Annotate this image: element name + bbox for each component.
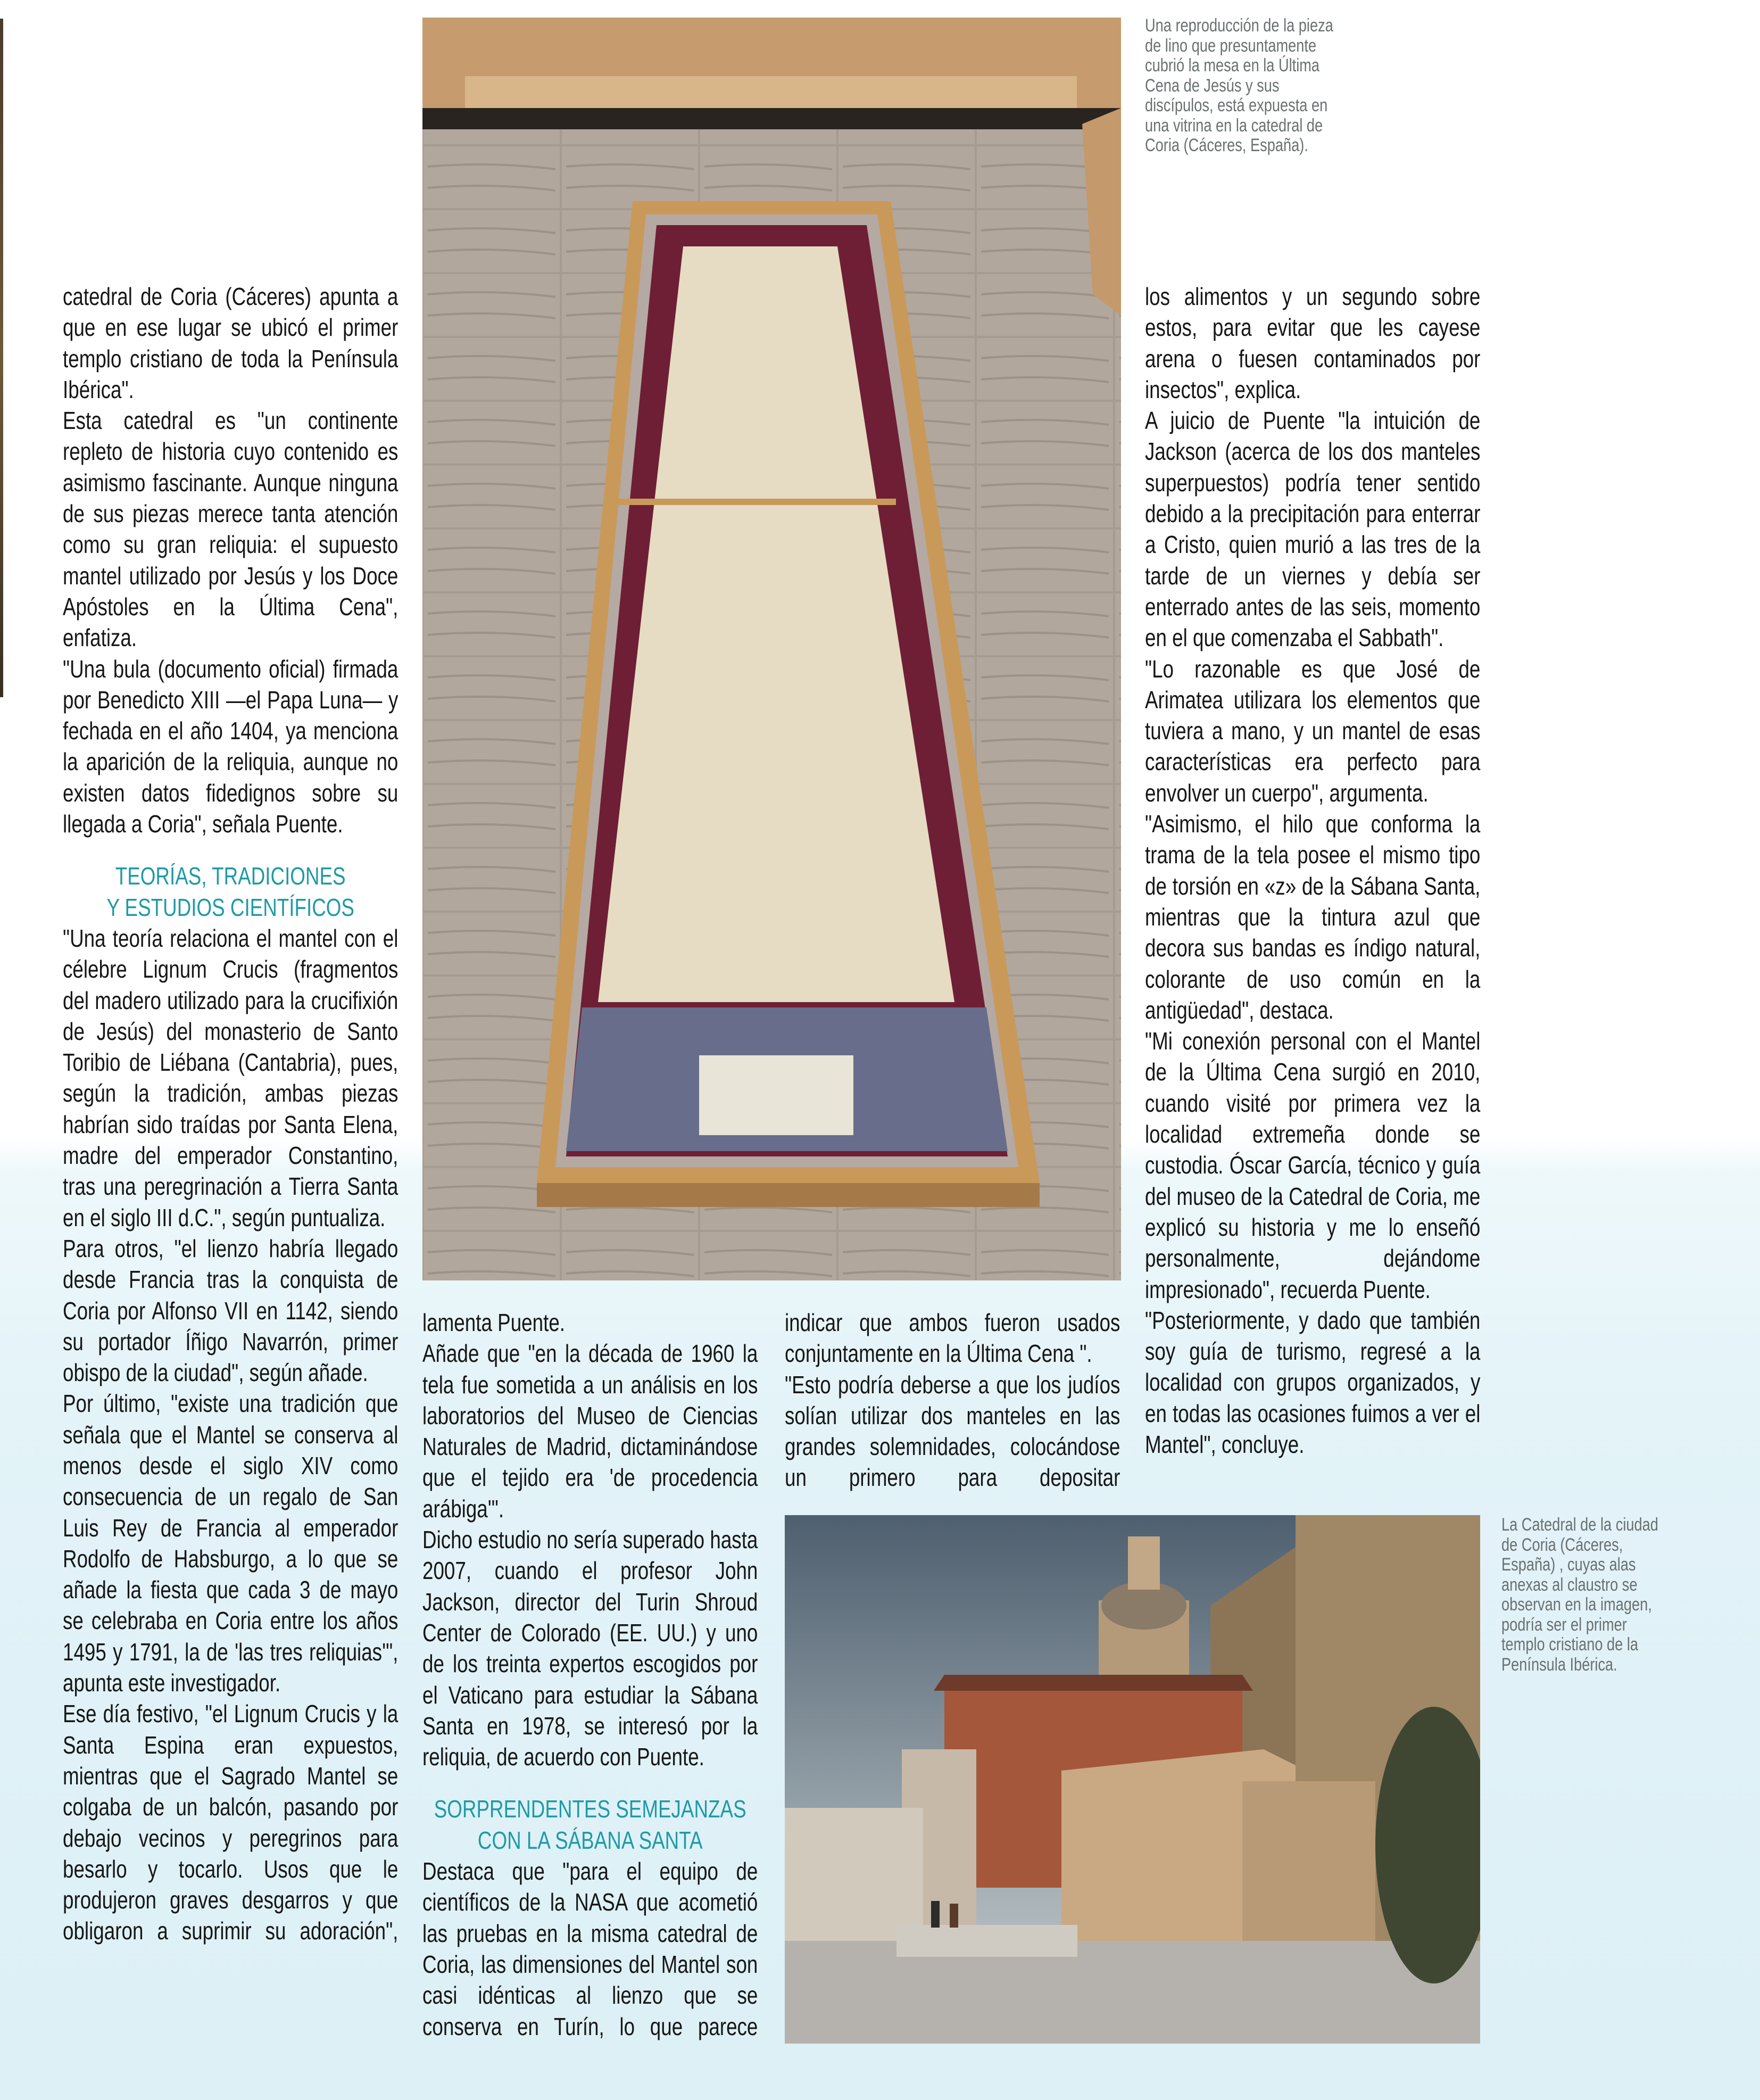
- paragraph: Dicho estudio no sería superado hasta 2007, cuando el profesor John Jackson, director del Turin Shroud Center de Colorado (EE. UU.) y uno de los treinta expertos escogidos por el Vaticano para estudiar la Sábana Santa en 1978, se interesó por la reliquia, de acuerdo con Puente.: [422, 1526, 758, 1771]
- cathedral-photo: [785, 1515, 1480, 2044]
- paragraph: Destaca que "para el equipo de científicos de la NASA que acometió las pruebas en la misma catedral de Coria, las dimensiones del Mantel son casi idénticas al lienzo que se conserva en Turín, lo que parece: [422, 1857, 758, 2040]
- article-column-3: [785, 1307, 1120, 1493]
- paragraph: "Lo razonable es que José de Arimatea utilizara los elementos que tuviera a mano, y un mantel de esas características era perfecto para envolver un cuerpo", argumenta.: [1145, 655, 1481, 807]
- article-column-1: [63, 281, 398, 1947]
- paragraph: "Una teoría relaciona el mantel con el célebre Lignum Crucis (fragmentos del madero utilizado para la crucifixión de Jesús) del monasterio de Santo Toribio de Liébana (Cantabria), pues, según la tradición, ambas piezas habrían sido traídas por Santa Elena, madre del emperador Constantino, tras una peregrinación a Tierra Santa en el siglo III d.C.", según puntualiza.: [63, 924, 399, 1231]
- paragraph: "Posteriormente, y dado que también soy guía de turismo, regresé a la localidad con grupos organizados, y en todas las ocasiones fuimos a ver el Mantel", concluye.: [1145, 1306, 1481, 1458]
- section-heading-line: Y ESTUDIOS CIENTÍFICOS: [106, 893, 354, 921]
- paragraph: Ese día festivo, "el Lignum Crucis y la Santa Espina eran expuestos, mientras que el Sagrado Mantel se colgaba de un balcón, pasando por debajo vecinos y peregrinos para besarlo y tocarlo. Usos que le produjeron graves desgarros y que obligaron a suprimir su adoración",: [63, 1700, 399, 1945]
- section-heading-line: TEORÍAS, TRADICIONES: [115, 862, 346, 890]
- previous-page-image-edge: [0, 19, 3, 697]
- paragraph: A juicio de Puente "la intuición de Jackson (acerca de los dos manteles superpuestos) podría tener sentido debido a la precipitación para enterrar a Cristo, quien murió a las tres de la tarde de un viernes y debía ser enterrado antes de las seis, momento en el que comenzaba el Sabbath".: [1145, 407, 1481, 652]
- paragraph: catedral de Coria (Cáceres) apunta a que en ese lugar se ubicó el primer templo cristiano de toda la Península Ibérica".: [63, 283, 399, 403]
- section-heading-line: SORPRENDENTES SEMEJANZAS: [434, 1795, 746, 1823]
- paragraph: "Esto podría deberse a que los judíos solían utilizar dos manteles en las grandes solemnidades, colocándose un primero para depositar: [785, 1370, 1120, 1492]
- paragraph: lamenta Puente.: [422, 1309, 566, 1336]
- article-column-2: [422, 1307, 758, 2042]
- paragraph: Añade que "en la década de 1960 la tela fue sometida a un análisis en los laboratorios del Museo de Ciencias Naturales de Madrid, dictaminándose que el tejido era 'de procedencia arábiga'".: [422, 1340, 758, 1523]
- paragraph: "Mi conexión personal con el Mantel de la Última Cena surgió en 2010, cuando visité por primera vez la localidad extremeña donde se custodia. Óscar García, técnico y guía del museo de la Catedral de Coria, me explicó su historia y me lo enseñó personalmente, dejándome impresionado", recuerda Puente.: [1145, 1027, 1481, 1303]
- paragraph: Esta catedral es "un continente repleto de historia cuyo contenido es asimismo fascinante. Aunque ninguna de sus piezas merece tanta atención como su gran reliquia: el supuesto mantel utilizado por Jesús y los Doce Apóstoles en la Última Cena", enfatiza.: [63, 407, 399, 652]
- paragraph: Por último, "existe una tradición que señala que el Mantel se conserva al menos desde el siglo XIV como consecuencia de un regalo de San Luis Rey de Francia al emperador Rodolfo de Habsburgo, a lo que se añade la fiesta que cada 3 de mayo se celebraba en Coria entre los años 1495 y 1791, la de 'las tres reliquias'", apunta este investigador.: [63, 1390, 399, 1697]
- mantel-photo-caption: Una reproducción de la pieza de lino que presuntamente cubrió la mesa en la Última Cena de Jesús y sus discípulos, está expuesta en una vitrina en la catedral de Coria (Cáceres, España).: [1145, 15, 1333, 155]
- paragraph: Para otros, "el lienzo habría llegado desde Francia tras la conquista de Coria por Alfonso VII en 1142, siendo su portador Íñigo Navarrón, primer obispo de la ciudad", según añade.: [63, 1234, 399, 1387]
- paragraph: los alimentos y un segundo sobre estos, para evitar que les cayese arena o fuesen contaminados por insectos", explica.: [1145, 283, 1481, 403]
- paragraph: "Asimismo, el hilo que conforma la trama de la tela posee el mismo tipo de torsión en «z» de la Sábana Santa, mientras que la tintura azul que decora sus bandas es índigo natural, colorante de uso común en la antigüedad", destaca.: [1145, 810, 1481, 1024]
- section-heading: [422, 1793, 758, 1856]
- section-heading: [63, 861, 398, 923]
- mantel-vitrine-photo: [422, 18, 1121, 1280]
- section-heading-line: CON LA SÁBANA SANTA: [477, 1826, 703, 1854]
- cathedral-photo-caption: La Catedral de la ciudad de Coria (Cáceres, España) , cuyas alas anexas al claustro se observan en la imagen, podría ser el primer templo cristiano de la Península Ibérica.: [1501, 1515, 1658, 1675]
- paragraph: indicar que ambos fueron usados conjuntamente en la Última Cena ".: [785, 1309, 1120, 1368]
- article-column-4: [1145, 281, 1480, 1460]
- paragraph: "Una bula (documento oficial) firmada por Benedicto XIII —el Papa Luna— y fechada en el año 1404, ya menciona la aparición de la reliquia, aunque no existen datos fidedignos sobre su llegada a Coria", señala Puente.: [63, 655, 399, 838]
